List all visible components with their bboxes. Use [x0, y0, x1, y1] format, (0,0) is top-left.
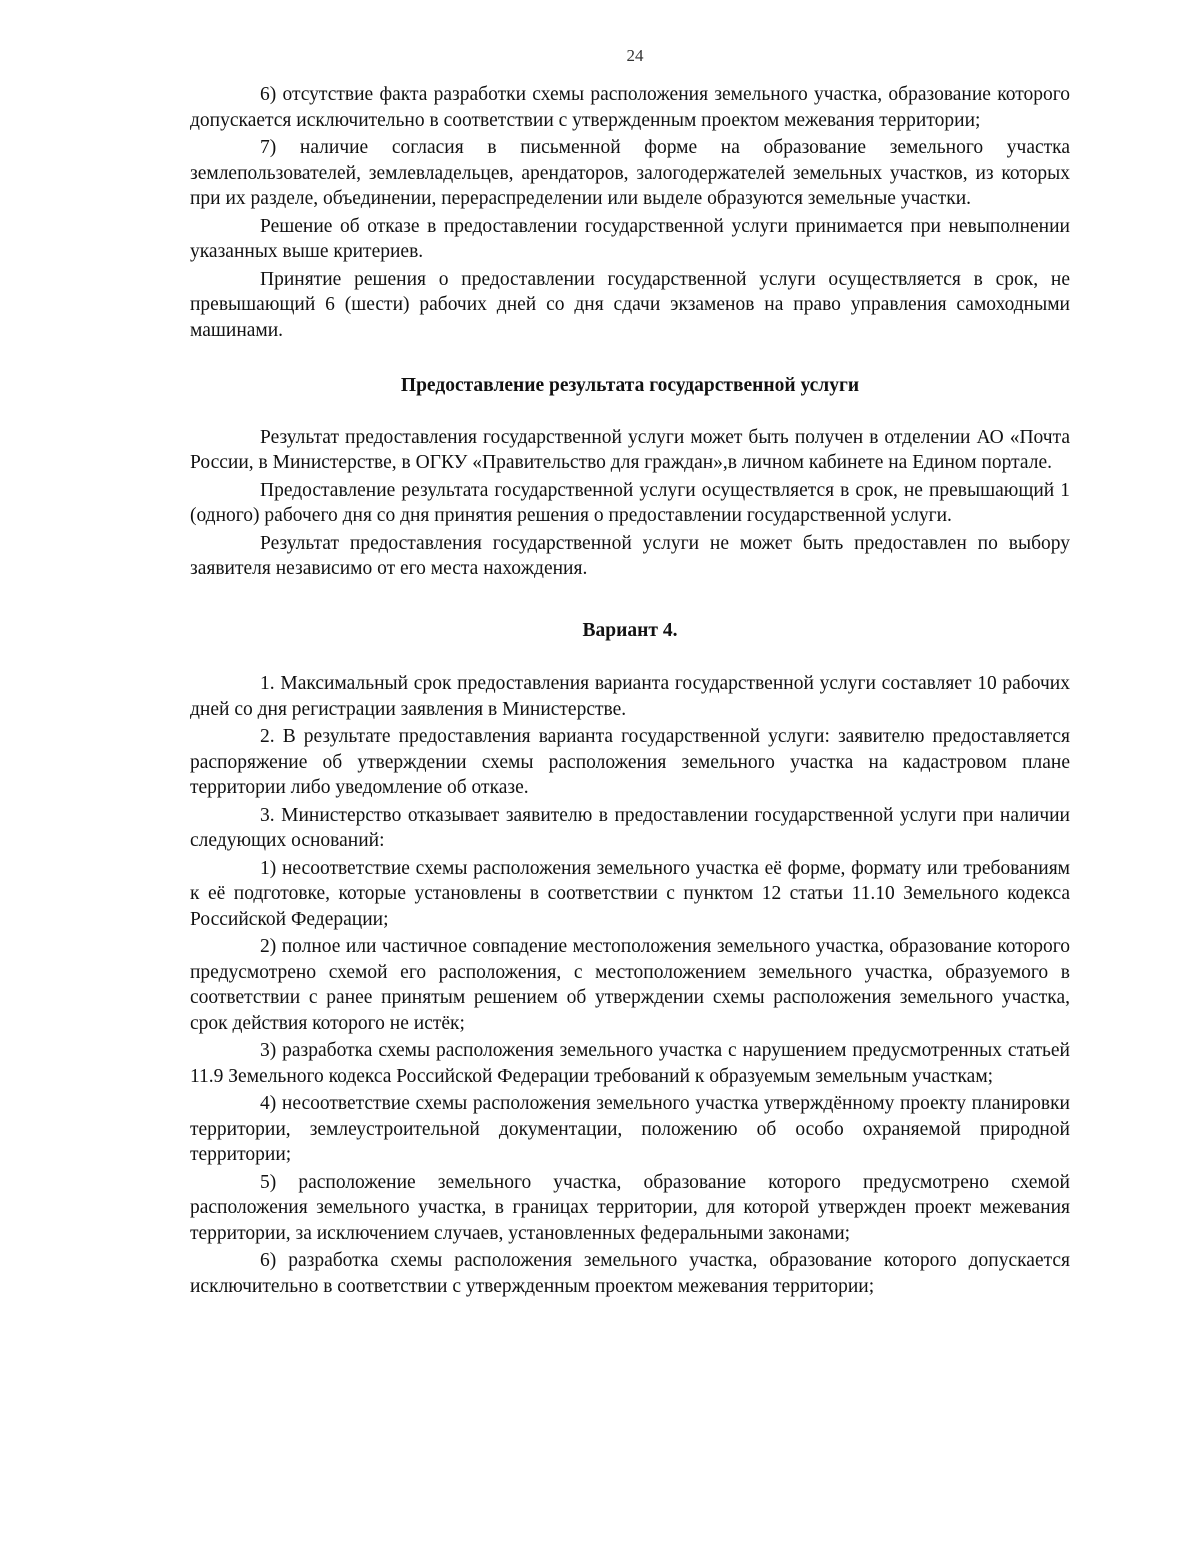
paragraph-ground-6: 6) разработка схемы расположения земельного участка, образование которого допускается исключительно в соответствии с утвержденным проектом межевания территории; [190, 1250, 1070, 1297]
paragraph-ground-4: 4) несоответствие схемы расположения земельного участка утверждённому проекту планировки территории, землеустроительной документации, положению об особо охраняемой природной территории; [190, 1093, 1070, 1165]
document-body [190, 82, 1070, 1301]
paragraph-refusal-decision: Решение об отказе в предоставлении государственной услуги принимается при невыполнении указанных выше критериев. [190, 215, 1070, 262]
paragraph-criterion-7: 7) наличие согласия в письменной форме на образование земельного участка землепользователей, землевладельцев, арендаторов, залогодержателей земельных участков, из которых при их разделе, объединении, перераспределении или выделе образуются земельные участки. [190, 137, 1070, 209]
section-heading-variant: Вариант 4. [582, 619, 678, 641]
paragraph-ground-2: 2) полное или частичное совпадение местоположения земельного участка, образование которого предусмотрено схемой его расположения, с местоположением земельного участка, образуемого в соответствии с ранее принятым решением об утверждении схемы расположения земельного участка, срок действия которого не истёк; [190, 936, 1070, 1034]
paragraph-variant-item-2: 2. В результате предоставления варианта государственной услуги: заявителю предоставляется распоряжение об утверждении схемы расположения земельного участка на кадастровом плане территории либо уведомление об отказе. [190, 726, 1070, 798]
paragraph-result-term: Предоставление результата государственной услуги осуществляется в срок, не превышающий 1 (одного) рабочего дня со дня принятия решения о предоставлении государственной услуги. [190, 479, 1070, 526]
paragraph-result-location: Результат предоставления государственной услуги не может быть предоставлен по выбору заявителя независимо от его места нахождения. [190, 532, 1070, 579]
paragraph-result-receipt: Результат предоставления государственной услуги может быть получен в отделении АО «Почта России, в Министерстве, в ОГКУ «Правительство для граждан»,в личном кабинете на Едином портале. [190, 426, 1070, 473]
page-number: 24 [626, 46, 644, 65]
section-heading-result: Предоставление результата государственной услуги [400, 375, 860, 396]
paragraph-criterion-6: 6) отсутствие факта разработки схемы расположения земельного участка, образование которого допускается исключительно в соответствии с утвержденным проектом межевания территории; [190, 84, 1070, 131]
paragraph-decision-term: Принятие решения о предоставлении государственной услуги осуществляется в срок, не превышающий 6 (шести) рабочих дней со дня сдачи экзаменов на право управления самоходными машинами. [190, 268, 1070, 341]
paragraph-ground-1: 1) несоответствие схемы расположения земельного участка её форме, формату или требованиям к её подготовке, которые установлены в соответствии с пунктом 12 статьи 11.10 Земельного кодекса Российской Федерации; [190, 857, 1070, 930]
paragraph-variant-item-1: 1. Максимальный срок предоставления варианта государственной услуги составляет 10 рабочих дней со дня регистрации заявления в Министерстве. [190, 673, 1070, 720]
paragraph-ground-5: 5) расположение земельного участка, образование которого предусмотрено схемой расположения земельного участка, в границах территории, для которой утвержден проект межевания территории, за исключением случаев, установленных федеральными законами; [190, 1171, 1070, 1244]
paragraph-variant-item-3: 3. Министерство отказывает заявителю в предоставлении государственной услуги при наличии следующих оснований: [190, 804, 1070, 851]
paragraph-ground-3: 3) разработка схемы расположения земельного участка с нарушением предусмотренных статьей 11.9 Земельного кодекса Российской Федерации требований к образуемым земельным участкам; [190, 1040, 1070, 1087]
